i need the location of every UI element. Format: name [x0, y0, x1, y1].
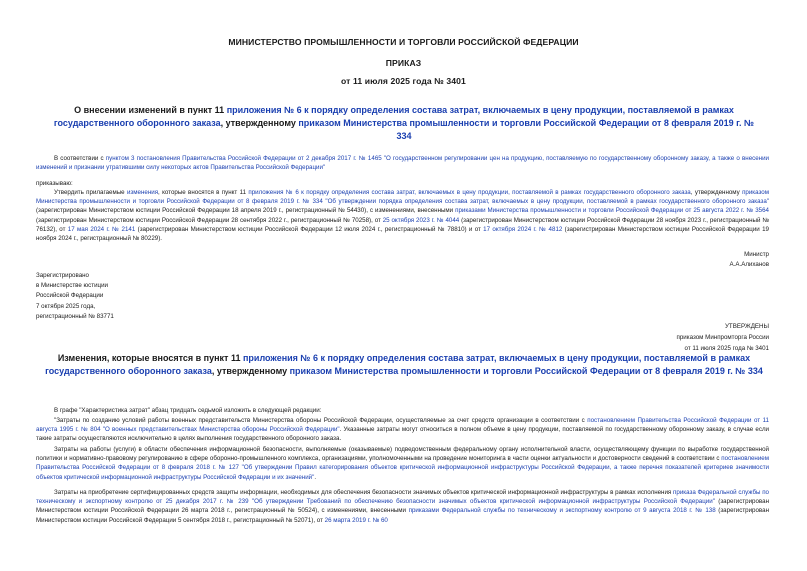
body-p4-link-fstek-138[interactable]: приказами Федеральной службы по техническому и экспортному контролю от 9 августа 2018 г. № 138 [408, 507, 716, 515]
body-p2-text-2: . Указанные затраты могут относиться в полном объеме в цену продукции, поставляемой по государственному оборонному заказу, в случае если такие затраты осуществляются исключительно в целях выполнения государственного оборонного заказа. [36, 426, 770, 443]
body-p4-text-2: (зарегистрирован Министерством юстиции Российской Федерации 26 марта 2018 г., регистрационный № 50524), с изменениями, внесенными [36, 498, 769, 515]
title2-text-2: , утвержденному [211, 366, 290, 376]
doc-type-heading: ПРИКАЗ [385, 58, 422, 68]
approve-text-6: (зарегистрирован Министерством юстиции Российской Федерации 28 ноября 2023 г., регистрационный № 76132), от [36, 216, 769, 233]
title2-text-1: Изменения, которые вносятся в пункт 11 [57, 353, 243, 363]
body-paragraph-1 [36, 406, 769, 415]
approve-text-1: Утвердить прилагаемые [54, 189, 127, 196]
body-p3-link-resolution-127[interactable]: постановлением Правительства Российской Федерации от 8 февраля 2018 г. № 127 "Об утверждении Правил категорирования объектов критической информационной инфраструктуры Российской Федерации, а также перечня показателей критериев значимости объектов критической информационной инфраструктуры Российской Федерации и их значений" [36, 455, 769, 481]
approve-link-order-4044[interactable]: 25 октября 2023 г. № 4044 [382, 216, 460, 224]
approve-text-5: (зарегистрирован Министерством юстиции Российской Федерации 28 сентября 2022 г., регистрационный № 70258), от [36, 216, 383, 224]
registration-line-4: 7 октября 2025 года, [36, 303, 96, 310]
approved-date: от 11 июля 2025 года № 3401 [684, 345, 769, 352]
approve-paragraph [36, 188, 769, 243]
approve-text-7: (зарегистрирован Министерством юстиции Российской Федерации 12 июля 2024 г., регистрационный № 78810) и от [135, 225, 484, 233]
title2-link-appendix[interactable]: приложения № 6 к порядку определения состава затрат, включаемых в цену продукции, поставляемой в рамках государственного оборонного заказа [45, 353, 751, 376]
body-p2-text-1: "Затраты по созданию условий работы военных представительств Министерства обороны Российской Федерации, осуществляемые за счет средств организации в соответствии с [54, 417, 588, 424]
signature-name: А.А.Алиханов [729, 261, 769, 268]
registration-line-3: Российской Федерации [36, 292, 104, 299]
approve-link-order-3564[interactable]: приказами Министерства промышленности и торговли Российской Федерации от 25 августа 2022 г. № 3564 [455, 207, 769, 215]
approve-link-changes[interactable]: изменения [126, 189, 159, 196]
title-text-2: , утвержденному [220, 118, 299, 128]
preamble-paragraph [36, 154, 769, 172]
body-paragraph-4 [36, 488, 769, 525]
order-word: приказываю: [36, 180, 73, 187]
approve-text-4: (зарегистрирован Министерством юстиции Российской Федерации 18 апреля 2019 г., регистрационный № 54430), с изменениями, внесенными [36, 207, 456, 215]
title-text-1: О внесении изменений в пункт 11 [74, 105, 227, 115]
title2-link-order[interactable]: приказом Министерства промышленности и торговли Российской Федерации от 8 февраля 2019 г. № 334 [289, 366, 763, 376]
preamble-link-resolution[interactable]: пунктом 3 постановления Правительства Российской Федерации от 2 декабря 2017 г. № 1465 "О государственном регулировании цен на продукцию, поставляемую по государственному оборонному заказу, а также о внесении изменений и признании утратившими силу некоторых актов Правительства Российской Федерации" [36, 155, 770, 172]
approved-by-order: приказом Минпромторга России [676, 334, 769, 341]
approve-link-order-334[interactable]: приказом Министерства промышленности и торговли Российской Федерации от 8 февраля 2019 г. № 334 "Об утверждении порядка определения состава затрат, включаемых в цену продукции, поставляемой в рамках государственного оборонного заказа" [36, 189, 769, 206]
doc-title [46, 104, 762, 143]
approved-label: УТВЕРЖДЕНЫ [725, 323, 769, 330]
title-link-order[interactable]: приказом Министерства промышленности и торговли Российской Федерации от 8 февраля 2019 г. № 334 [298, 118, 755, 141]
approve-link-appendix[interactable]: приложения № 6 к порядку определения состава затрат, включаемых в цену продукции, поставляемой в рамках государственного оборонного заказа [248, 189, 691, 196]
preamble-text-1: В соответствии с [54, 155, 106, 162]
doc-date-line: от 11 июля 2025 года № 3401 [341, 76, 466, 86]
body-p2-link-resolution-804[interactable]: постановлением Правительства Российской Федерации от 11 августа 1995 г. № 804 "О военных представительствах Министерства обороны Российской Федерации" [36, 417, 769, 434]
registration-line-1: Зарегистрировано [36, 272, 89, 279]
registration-line-5: регистрационный № 83771 [36, 313, 114, 320]
body-p1-text: В графе "Характеристика затрат" абзац тридцать седьмой изложить в следующей редакции: [54, 407, 322, 414]
title-link-appendix[interactable]: приложения № 6 к порядку определения состава затрат, включаемых в цену продукции, поставляемой в рамках государственного оборонного заказа [53, 105, 734, 128]
approve-link-order-4812[interactable]: 17 октября 2024 г. № 4812 [483, 225, 563, 233]
ministry-heading: МИНИСТЕРСТВО ПРОМЫШЛЕННОСТИ И ТОРГОВЛИ РОССИЙСКОЙ ФЕДЕРАЦИИ [228, 37, 579, 47]
approve-text-2: , которые вносятся в пункт 11 [158, 189, 249, 196]
signature-position: Министр [744, 251, 769, 258]
approve-text-8: (зарегистрирован Министерством юстиции Российской Федерации 19 ноября 2024 г., регистрационный № 80229). [36, 225, 769, 243]
body-p3-text-2: . [314, 473, 317, 481]
body-paragraph-3 [36, 445, 769, 482]
changes-title [40, 352, 768, 378]
body-p4-text-1: Затраты на приобретение сертифицированных средств защиты информации, необходимых для обеспечения безопасности значимых объектов критической информационной инфраструктуры в рамках исполнения [54, 489, 674, 496]
body-p4-link-fstek-239[interactable]: приказа Федеральной службы по техническому и экспортному контролю от 25 декабря 2017 г. № 239 "Об утверждении Требований по обеспечению безопасности значимых объектов критической информационной инфраструктуры Российской Федерации" [36, 489, 769, 506]
body-p4-text-3: (зарегистрирован Министерством юстиции Российской Федерации 5 сентября 2018 г., регистрационный № 52071), от [36, 507, 770, 524]
approve-text-3: , утвержденному [690, 189, 743, 196]
body-p3-text-1: Затраты на работы (услуги) в области обеспечения информационной безопасности, выполняемые (оказываемые) подведомственным федеральному органу исполнительной власти, осуществляющему функции по выработке государственной политики и нормативно-правовому регулированию в сфере оборонно-промышленного комплекса, организациями, уполномоченными на проведение мониторинга в части оценки актуальности и достоверности сведений в соответствии с [36, 446, 769, 463]
body-paragraph-2 [36, 416, 769, 444]
body-p4-link-fstek-60[interactable]: 26 марта 2019 г. № 60 [324, 516, 388, 524]
approve-link-order-2141[interactable]: 17 мая 2024 г. № 2141 [67, 225, 136, 233]
registration-line-2: в Министерстве юстиции [36, 282, 109, 289]
